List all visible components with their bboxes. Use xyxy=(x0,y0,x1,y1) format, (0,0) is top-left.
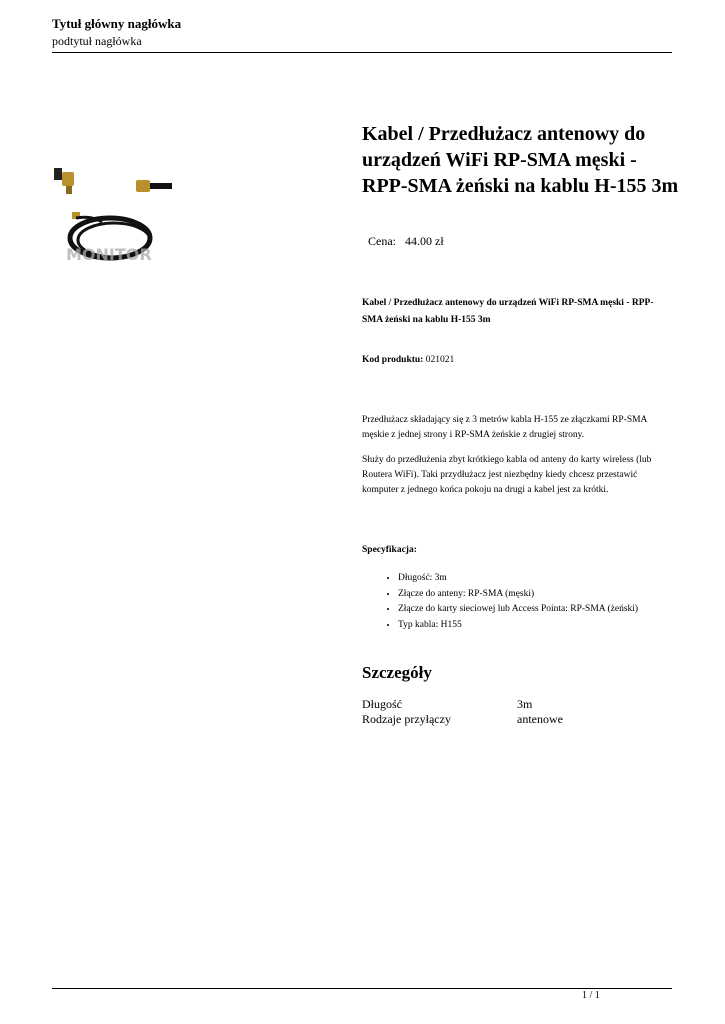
product-code-row xyxy=(362,355,454,365)
product-code-label: Kod produktu: xyxy=(362,355,424,365)
header-rule xyxy=(52,52,672,53)
product-title: Kabel / Przedłużacz antenowy do urządzeń WiFi RP-SMA męski - RPP-SMA żeński na kablu H-155 3m xyxy=(362,123,679,197)
details-row xyxy=(362,712,563,727)
details-row xyxy=(362,697,563,712)
price-value: 44.00 zł xyxy=(405,234,444,248)
product-image xyxy=(52,160,172,270)
details-value: 3m xyxy=(517,697,533,711)
details-key: Rodzaje przyłączy xyxy=(362,712,451,726)
description-paragraph: Służy do przedłużenia zbyt krótkiego kabla od anteny do karty wireless (lub Routera WiFi). Taki przydłużacz jest niezbędny kiedy chcesz przestawić komputer z jednego końca pokoju na drugi a kabel jest za krótki. xyxy=(362,455,652,495)
spec-list xyxy=(362,571,708,633)
details-key: Długość xyxy=(362,697,402,711)
spec-heading: Specyfikacja: xyxy=(362,545,417,555)
footer-rule xyxy=(52,988,672,989)
spec-item: • Typ kabla: H155 xyxy=(398,618,708,634)
price-row xyxy=(368,234,444,249)
description-paragraph: Przedłużacz składający się z 3 metrów kabla H-155 ze złączkami RP-SMA męskie z jednej strony i RP-SMA żeńskie z drugiej strony. xyxy=(362,415,647,440)
header-title: Tytuł główny nagłówka xyxy=(52,16,182,31)
product-subtitle: Kabel / Przedłużacz antenowy do urządzeń WiFi RP-SMA męski - RPP-SMA żeński na kablu H-155 3m xyxy=(362,298,654,325)
price-label: Cena: xyxy=(368,234,396,248)
connector-right-icon xyxy=(136,180,172,192)
connector-left-icon xyxy=(54,168,74,194)
details-table xyxy=(362,697,563,727)
product-code-value: 021021 xyxy=(425,355,455,365)
page-number: 1 / 1 xyxy=(582,990,600,1001)
details-value: antenowe xyxy=(517,712,563,726)
details-heading: Szczegóły xyxy=(362,663,432,682)
spec-item: • Długość: 3m xyxy=(398,571,708,587)
product-description xyxy=(362,413,662,508)
spec-item: • Złącze do karty sieciowej lub Access Pointa: RP-SMA (żeński) xyxy=(398,602,708,618)
image-watermark: MONITOR xyxy=(66,245,152,264)
header-subtitle: podtytuł nagłówka xyxy=(52,34,142,48)
spec-item: • Złącze do anteny: RP-SMA (męski) xyxy=(398,587,708,603)
